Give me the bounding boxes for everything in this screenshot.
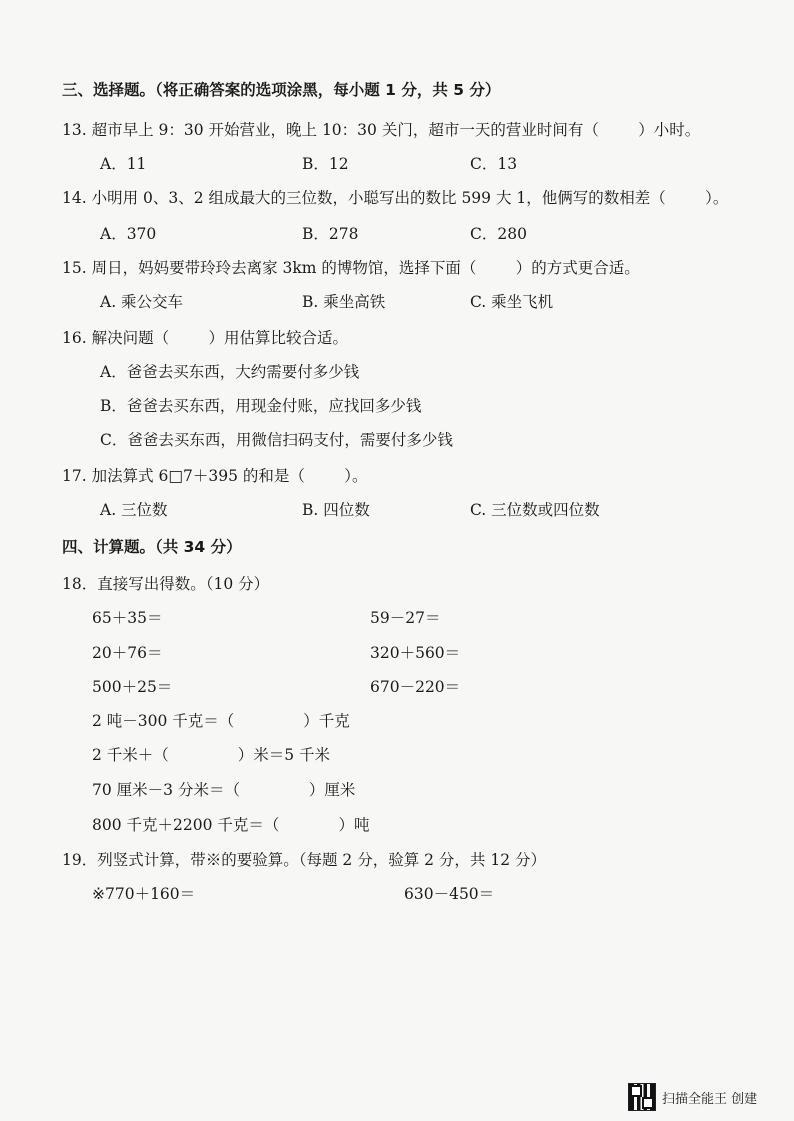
question-15-option-c: C. 乘坐飞机 [470, 293, 554, 311]
question-18-row6: 70 厘米－3 分米＝（ ）厘米 [92, 781, 356, 799]
question-14-stem: 14. 小明用 0、3、2 组成最大的三位数，小聪写出的数比 599 大 1，他俩写的数相差（ ）。 [62, 189, 729, 207]
question-18-row2-right: 320＋560＝ [370, 644, 461, 662]
question-19-stem: 19．列竖式计算，带※的要验算。（每题 2 分，验算 2 分，共 12 分） [62, 851, 546, 869]
question-18-stem: 18．直接写出得数。（10 分） [62, 575, 270, 593]
section-heading-calculation: 四、计算题。（共 34 分） [62, 538, 242, 556]
question-18-row1-right: 59－27＝ [370, 609, 441, 627]
question-16-stem: 16. 解决问题（ ）用估算比较合适。 [62, 329, 348, 347]
question-18-row5: 2 千米＋（ ）米＝5 千米 [92, 746, 331, 764]
question-19-expr-2: 630－450＝ [404, 885, 495, 903]
scanner-watermark-label: 扫描全能王 创建 [662, 1091, 758, 1107]
qr-code-icon [628, 1083, 656, 1111]
question-15-stem: 15. 周日，妈妈要带玲玲去离家 3km 的博物馆，选择下面（ ）的方式更合适。 [62, 259, 640, 277]
section-heading-choice: 三、选择题。（将正确答案的选项涂黑，每小题 1 分，共 5 分） [62, 81, 501, 99]
scanner-watermark [628, 1082, 757, 1112]
question-13-stem: 13. 超市早上 9：30 开始营业，晚上 10：30 关门，超市一天的营业时间有（ ）小时。 [62, 121, 701, 139]
question-19-expr-1: ※770＋160＝ [92, 885, 196, 903]
question-14-option-a: A．370 [100, 225, 157, 243]
question-18-row3-left: 500＋25＝ [92, 678, 173, 696]
question-17-option-c: C. 三位数或四位数 [470, 501, 600, 519]
question-18-row7: 800 千克＋2200 千克＝（ ）吨 [92, 816, 370, 834]
question-15-option-b: B. 乘坐高铁 [302, 293, 386, 311]
question-18-row3-right: 670－220＝ [370, 678, 461, 696]
question-15-option-a: A. 乘公交车 [100, 293, 184, 311]
question-16-option-a: A．爸爸去买东西，大约需要付多少钱 [100, 363, 360, 381]
question-18-row2-left: 20＋76＝ [92, 644, 163, 662]
question-14-option-b: B．278 [302, 225, 359, 243]
question-16-option-b: B．爸爸去买东西，用现金付账，应找回多少钱 [100, 397, 422, 415]
question-14-option-c: C．280 [470, 225, 527, 243]
question-13-option-b: B．12 [302, 155, 349, 173]
question-13-option-a: A．11 [100, 155, 147, 173]
question-13-option-c: C．13 [470, 155, 518, 173]
question-18-row1-left: 65＋35＝ [92, 609, 163, 627]
question-17-stem: 17. 加法算式 6□7＋395 的和是（ ）。 [62, 467, 368, 485]
question-16-option-c: C．爸爸去买东西，用微信扫码支付，需要付多少钱 [100, 431, 453, 449]
question-17-option-b: B. 四位数 [302, 501, 370, 519]
question-18-row4: 2 吨－300 千克＝（ ）千克 [92, 712, 350, 730]
question-17-option-a: A. 三位数 [100, 501, 168, 519]
